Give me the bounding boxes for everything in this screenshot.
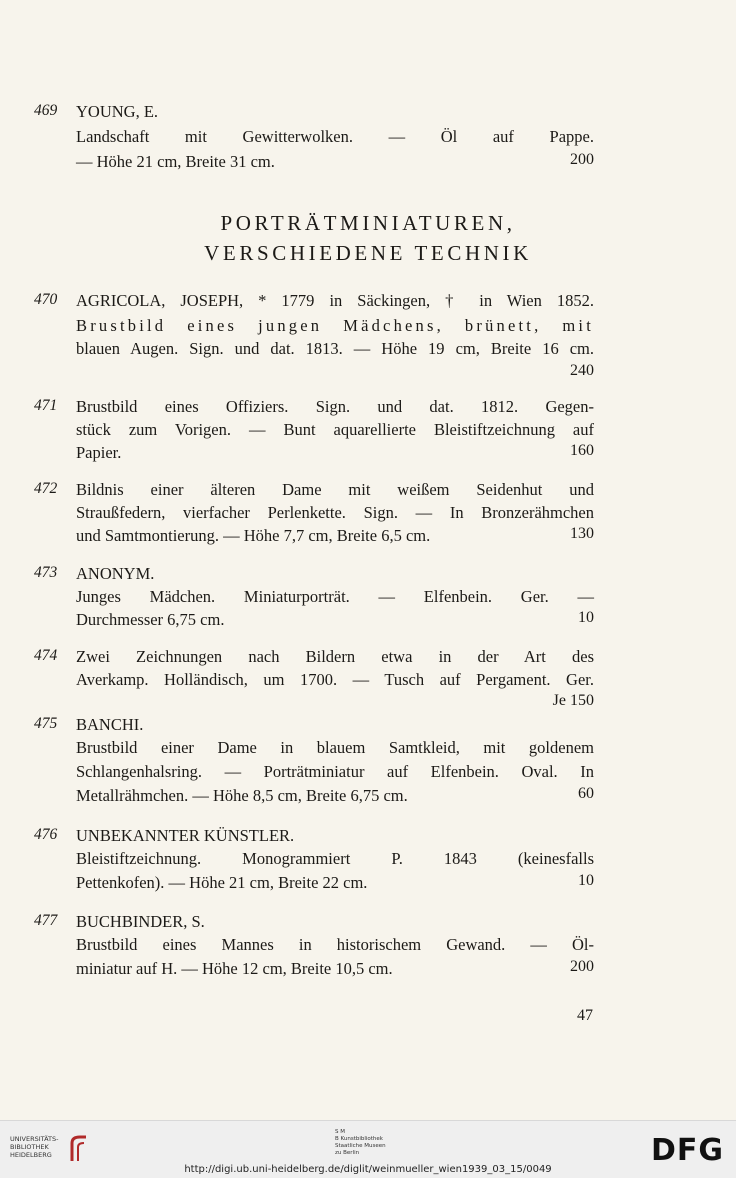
entry-text-line: Straußfedern, vierfacher Perlenkette. Sign. — In Bronzerähmchen: [76, 503, 594, 522]
artist-name: UNBEKANNTER KÜNSTLER.: [76, 826, 295, 845]
entry-text-line: Landschaft mit Gewitterwolken. — Öl auf Pappe.: [76, 127, 594, 146]
entry-text-line: Bildnis einer älteren Dame mit weißem Seidenhut und: [76, 480, 594, 499]
dfg-logo: DFG: [650, 1133, 724, 1168]
artist-name: BANCHI.: [76, 715, 144, 734]
entry-text-line: miniatur auf H. — Höhe 12 cm, Breite 10,5 cm.: [76, 959, 393, 978]
entry-number: 477: [34, 912, 58, 929]
price: 240: [570, 362, 594, 379]
logo-text-line: S M: [335, 1129, 345, 1135]
price: Je 150: [552, 692, 594, 709]
kunstbibliothek-logo: [335, 1129, 386, 1157]
page-number: 47: [577, 1007, 593, 1024]
price: 10: [578, 872, 594, 889]
entry-text-line: Bleistiftzeichnung. Monogrammiert P. 1843 (keinesfalls: [76, 849, 594, 868]
entry-text-line: stück zum Vorigen. — Bunt aquarellierte Bleistiftzeichnung auf: [76, 420, 594, 439]
library-name-line: HEIDELBERG: [10, 1151, 52, 1159]
entry-text-line: Pettenkofen). — Höhe 21 cm, Breite 22 cm.: [76, 873, 368, 892]
entry-number: 469: [34, 102, 58, 119]
artist-name: YOUNG, E.: [76, 102, 159, 121]
logo-text-line: zu Berlin: [335, 1150, 360, 1156]
entry-text-line: blauen Augen. Sign. und dat. 1813. — Höhe 19 cm, Breite 16 cm.: [76, 339, 594, 358]
price: 10: [578, 609, 594, 626]
entry-number: 472: [34, 480, 58, 497]
entry-number: 474: [34, 647, 58, 664]
entry-number: 471: [34, 397, 58, 414]
entry-text-line: AGRICOLA, JOSEPH, * 1779 in Säckingen, † in Wien 1852.: [76, 291, 594, 310]
entry-number: 470: [34, 291, 58, 308]
library-name-line: BIBLIOTHEK: [10, 1143, 49, 1151]
price: 160: [570, 442, 594, 459]
library-name: [10, 1135, 59, 1159]
entry-text-line: Schlangenhalsring. — Porträtminiatur auf Elfenbein. Oval. In: [76, 762, 594, 781]
university-library-logo-icon: [68, 1135, 90, 1163]
entry-text-line: Papier.: [76, 443, 122, 462]
viewer-footer: [0, 1120, 736, 1178]
logo-text-line: B Kunstbibliothek: [335, 1136, 383, 1142]
price: 130: [570, 525, 594, 542]
logo-text-line: Staatliche Museen: [335, 1143, 386, 1149]
entry-text-line: Brustbild eines Mannes in historischem Gewand. — Öl-: [76, 935, 594, 954]
entry-number: 476: [34, 826, 58, 843]
price: 200: [570, 958, 594, 975]
entry-text-line: Metallrähmchen. — Höhe 8,5 cm, Breite 6,75 cm.: [76, 786, 408, 805]
price: 200: [570, 151, 594, 168]
entry-text-line: Brustbild eines Offiziers. Sign. und dat. 1812. Gegen-: [76, 397, 594, 416]
entry-text-line: Brustbild einer Dame in blauem Samtkleid, mit goldenem: [76, 738, 594, 757]
artist-name: ANONYM.: [76, 564, 155, 583]
section-heading-line1: PORTRÄTMINIATUREN,: [220, 211, 516, 235]
price: 60: [578, 785, 594, 802]
entry-text-line: Brustbild eines jungen Mädchens, brünett, mit: [76, 316, 594, 335]
entry-number: 473: [34, 564, 58, 581]
entry-text-line: Zwei Zeichnungen nach Bildern etwa in der Art des: [76, 647, 594, 666]
entry-text-line: Durchmesser 6,75 cm.: [76, 610, 225, 629]
entry-text-line: Averkamp. Holländisch, um 1700. — Tusch auf Pergament. Ger.: [76, 670, 594, 689]
artist-name: BUCHBINDER, S.: [76, 912, 205, 931]
entry-number: 475: [34, 715, 58, 732]
entry-text-line: Junges Mädchen. Miniaturporträt. — Elfenbein. Ger. —: [76, 587, 594, 606]
entry-text-line: und Samtmontierung. — Höhe 7,7 cm, Breite 6,5 cm.: [76, 526, 431, 545]
permalink-url[interactable]: http://digi.ub.uni-heidelberg.de/diglit/weinmueller_wien1939_03_15/0049: [184, 1164, 552, 1175]
entry-text-line: — Höhe 21 cm, Breite 31 cm.: [76, 152, 275, 171]
library-name-line: UNIVERSITÄTS-: [10, 1135, 59, 1143]
section-heading-line2: VERSCHIEDENE TECHNIK: [204, 241, 532, 265]
